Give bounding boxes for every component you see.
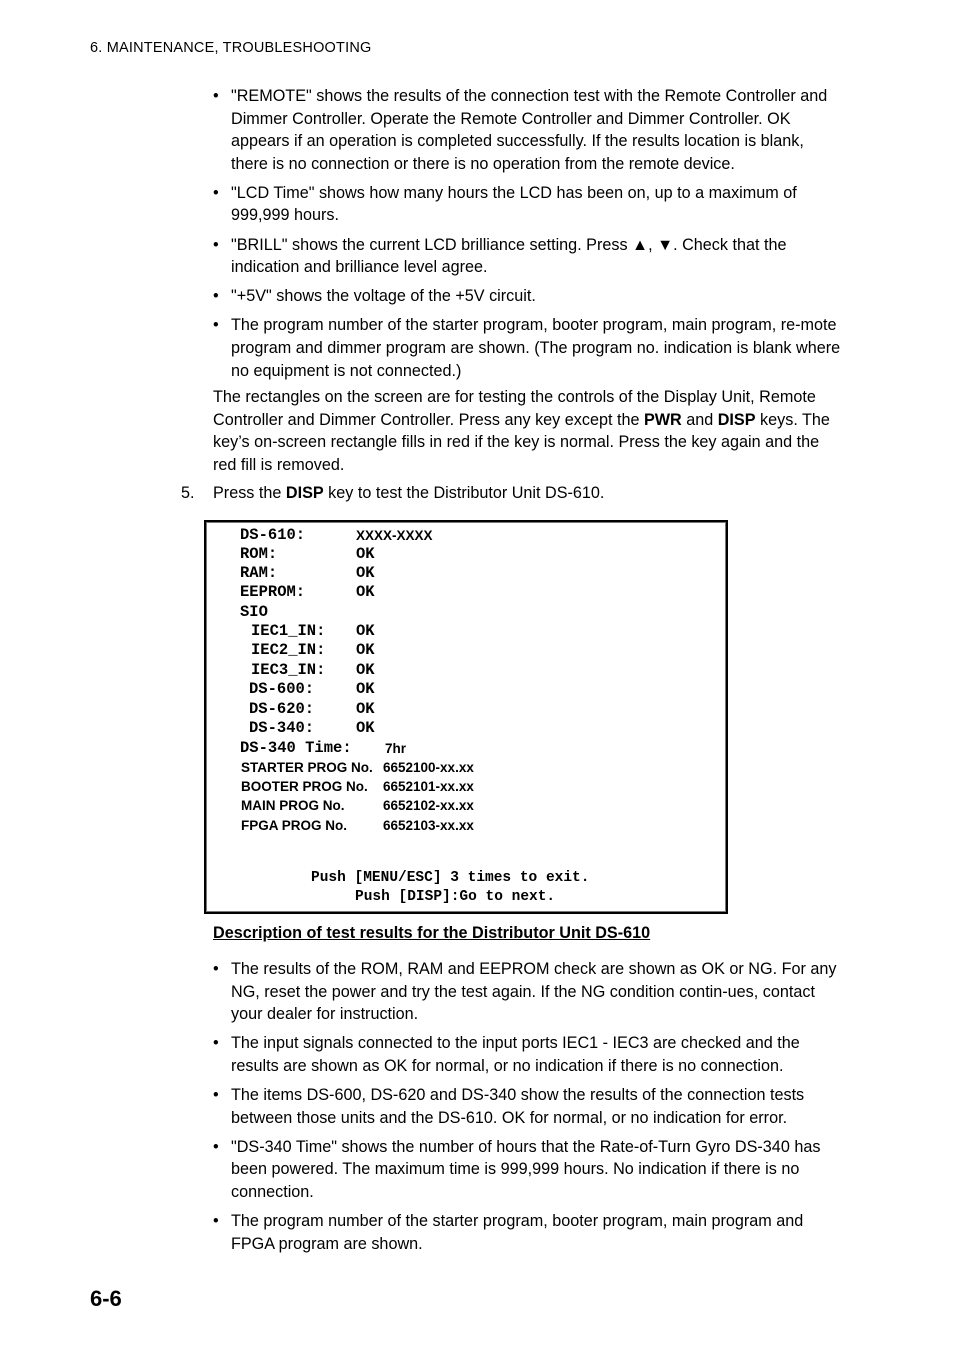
screen-exit-instruction: Push [MENU/ESC] 3 times to exit. — [311, 870, 590, 886]
screen-row-starter-prog: STARTER PROG No. 6652100-xx.xx — [241, 760, 474, 775]
bullet-dot-icon: • — [213, 316, 219, 335]
screen-row-ds620: DS-620: OK — [249, 700, 375, 718]
screen-row-eeprom: EEPROM: OK — [240, 583, 375, 601]
step-5: 5. Press the DISP key to test the Distributor Unit DS-610. — [181, 482, 604, 505]
bullet-item-iec-inputs: • The input signals connected to the input ports IEC1 - IEC3 are checked and the results are shown as OK for normal, or no indication if there is no connection. — [213, 1034, 800, 1075]
screen-row-iec1: IEC1_IN: OK — [251, 622, 375, 640]
screen-row-fpga-prog: FPGA PROG No. 6652103-xx.xx — [241, 818, 474, 833]
bullet-dot-icon: • — [213, 960, 219, 978]
screen-row-sio: SIO — [240, 603, 268, 621]
bullet-item-5v: • "+5V" shows the voltage of the +5V circuit. — [213, 285, 843, 308]
screen-row-ds610: DS-610: XXXX-XXXX — [240, 526, 433, 544]
bullet-dot-icon: • — [213, 1085, 219, 1104]
screen-row-iec3: IEC3_IN: OK — [251, 661, 375, 679]
bullet-dot-icon: • — [213, 1137, 219, 1156]
rectangles-paragraph: The rectangles on the screen are for testing the controls of the Display Unit, Remote Controller and Dimmer Controller. Press any key except the PWR and DISP keys. The key’s on-screen rectangle fills in red if the key is normal. Press the key again and the red fill is removed. — [213, 388, 830, 474]
bullet-item-rom-ram-eeprom: • The results of the ROM, RAM and EEPROM check are shown as OK or NG. For any NG, reset the power and try the test again. If the NG condition contin-ues, contact your dealer for instruction. — [213, 960, 837, 1024]
bullet-item-remote: • "REMOTE" shows the results of the connection test with the Remote Controller and Dimmer Controller. Operate the Remote Controller and Dimmer Controller. OK appears if an operation is completed successfully. If the results location is blank, there is no connection or there is no operation from the remote device. — [213, 87, 828, 173]
bullet-dot-icon: • — [213, 1211, 219, 1230]
bullet-item-connection-tests: • The items DS-600, DS-620 and DS-340 show the results of the connection tests between those units and the DS-610. OK for normal, or no indication for error. — [213, 1085, 805, 1127]
bullet-dot-icon: • — [213, 287, 219, 306]
disp-key-name: DISP — [285, 484, 324, 502]
bullet-list-bottom — [213, 958, 843, 1262]
bullet-list-top — [213, 85, 843, 389]
bullet-item-program-number: • The program number of the starter program, booter program, main program, re-mote program and dimmer program are shown. (The program no. indication is blank where no equipment is not connected.) — [213, 316, 841, 380]
bullet-dot-icon: • — [213, 235, 219, 254]
screen-row-iec2: IEC2_IN: OK — [251, 641, 375, 659]
bullet-dot-icon: • — [213, 183, 219, 202]
screen-row-booter-prog: BOOTER PROG No. 6652101-xx.xx — [241, 779, 474, 794]
bullet-item-lcd-time: • "LCD Time" shows how many hours the LCD has been on, up to a maximum of 999,999 hours. — [213, 183, 797, 225]
running-header: 6. MAINTENANCE, TROUBLESHOOTING — [90, 40, 372, 56]
bullet-item-program-numbers: • The program number of the starter program, booter program, main program and FPGA program are shown. — [213, 1211, 804, 1253]
bullet-dot-icon: • — [213, 87, 219, 105]
bullet-dot-icon: • — [213, 1034, 219, 1053]
screen-row-ds340: DS-340: OK — [249, 719, 375, 737]
bullet-item-ds340-time: • "DS-340 Time" shows the number of hours that the Rate-of-Turn Gyro DS-340 has been powered. The maximum time is 999,999 hours. No indication if there is no connection. — [213, 1137, 821, 1201]
screen-row-rom: ROM: OK — [240, 545, 375, 563]
pwr-key-name: PWR — [643, 410, 682, 429]
screen-row-main-prog: MAIN PROG No. 6652102-xx.xx — [241, 798, 474, 813]
screen-row-ds340-time: DS-340 Time: 7hr — [240, 739, 407, 757]
section-subheading: Description of test results for the Distributor Unit DS-610 — [213, 924, 651, 942]
step-number: 5. — [181, 484, 195, 502]
ds610-test-screen — [204, 520, 728, 914]
disp-key-name: DISP — [717, 410, 756, 429]
screen-row-ds600: DS-600: OK — [249, 680, 375, 698]
bullet-item-brill: • "BRILL" shows the current LCD brilliance setting. Press ▲, ▼. Check that the indication and brilliance level agree. — [213, 235, 787, 277]
page-number: 6-6 — [90, 1286, 122, 1311]
screen-row-ram: RAM: OK — [240, 564, 375, 582]
screen-next-instruction: Push [DISP]:Go to next. — [355, 889, 556, 905]
